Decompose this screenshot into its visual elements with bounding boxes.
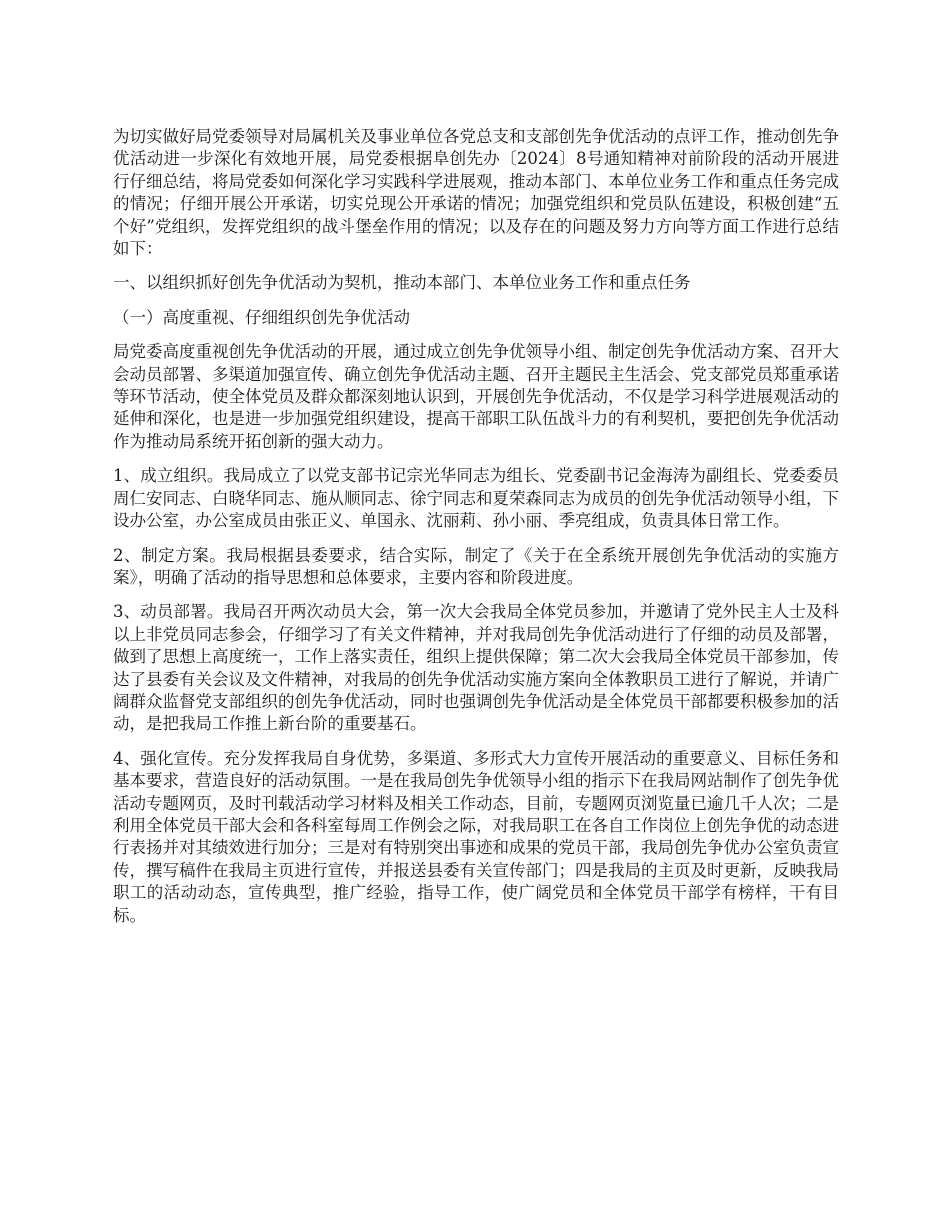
subsection-heading-1: （一）高度重视、仔细组织创先争优活动 [113, 307, 410, 327]
overview-paragraph: 局党委高度重视创先争优活动的开展，通过成立创先争优领导小组、制定创先争优活动方案、召开大会动员部署、多渠道加强宣传、确立创先争优活动主题、召开主题民主生活会、党支部党员郑重承诺等环节活动，使全体党员及群众都深刻地认识到，开展创先争优活动，不仅是学习科学进展观活动的延伸和深化，也是进一步加强党组织建设，提高干部职工队伍战斗力的有利契机，要把创先争优活动作为推动局系统开拓创新的强大动力。 [113, 342, 839, 451]
section-heading-1: 一、以组织抓好创先争优活动为契机，推动本部门、本单位业务工作和重点任务 [113, 273, 691, 293]
item-paragraph-4: 4、强化宣传。充分发挥我局自身优势，多渠道、多形式大力宣传开展活动的重要意义、目标任务和基本要求，营造良好的活动氛围。一是在我局创先争优领导小组的指示下在我局网站制作了创先争优活动专题网页，及时刊载活动学习材料及相关工作动态，目前，专题网页浏览量已逾几千人次；二是利用全体党员干部大会和各科室每周工作例会之际，对我局职工在各自工作岗位上创先争优的动态进行表扬并对其绩效进行加分；三是对有特别突出事迹和成果的党员干部，我局创先争优办公室负责宣传，撰写稿件在我局主页进行宣传，并报送县委有关宣传部门；四是我局的主页及时更新，反映我局职工的活动动态，宣传典型，推广经验，指导工作，使广阔党员和全体党员干部学有榜样，干有目标。 [113, 748, 839, 925]
item-paragraph-1: 1、成立组织。我局成立了以党支部书记宗光华同志为组长、党委副书记金海涛为副组长、党委委员周仁安同志、白晓华同志、施从顺同志、徐宁同志和夏荣森同志为成员的创先争优活动领导小组，下设办公室，办公室成员由张正义、单国永、沈丽莉、孙小丽、季亮组成，负责具体日常工作。 [113, 466, 839, 531]
document-page [113, 126, 839, 939]
intro-paragraph: 为切实做好局党委领导对局属机关及事业单位各党总支和支部创先争优活动的点评工作，推动创先争优活动进一步深化有效地开展，局党委根据阜创先办〔2024〕8号通知精神对前阶段的活动开展进行仔细总结，将局党委如何深化学习实践科学进展观，推动本部门、本单位业务工作和重点任务完成的情况；仔细开展公开承诺，切实兑现公开承诺的情况；加强党组织和党员队伍建设，积极创建“五个好”党组织，发挥党组织的战斗堡垒作用的情况；以及存在的问题及努力方向等方面工作进行总结如下： [113, 127, 839, 259]
item-paragraph-3: 3、动员部署。我局召开两次动员大会，第一次大会我局全体党员参加，并邀请了党外民主人士及科以上非党员同志参会，仔细学习了有关文件精神，并对我局创先争优活动进行了仔细的动员及部署，做到了思想上高度统一，工作上落实责任，组织上提供保障；第二次大会我局全体党员干部参加，传达了县委有关会议及文件精神，对我局的创先争优活动实施方案向全体教职员工进行了解说，并请广阔群众监督党支部组织的创先争优活动，同时也强调创先争优活动是全体党员干部都要积极参加的活动，是把我局工作推上新台阶的重要基石。 [113, 602, 839, 734]
item-paragraph-2: 2、制定方案。我局根据县委要求，结合实际，制定了《关于在全系统开展创先争优活动的实施方案》，明确了活动的指导思想和总体要求，主要内容和阶段进度。 [113, 545, 839, 587]
